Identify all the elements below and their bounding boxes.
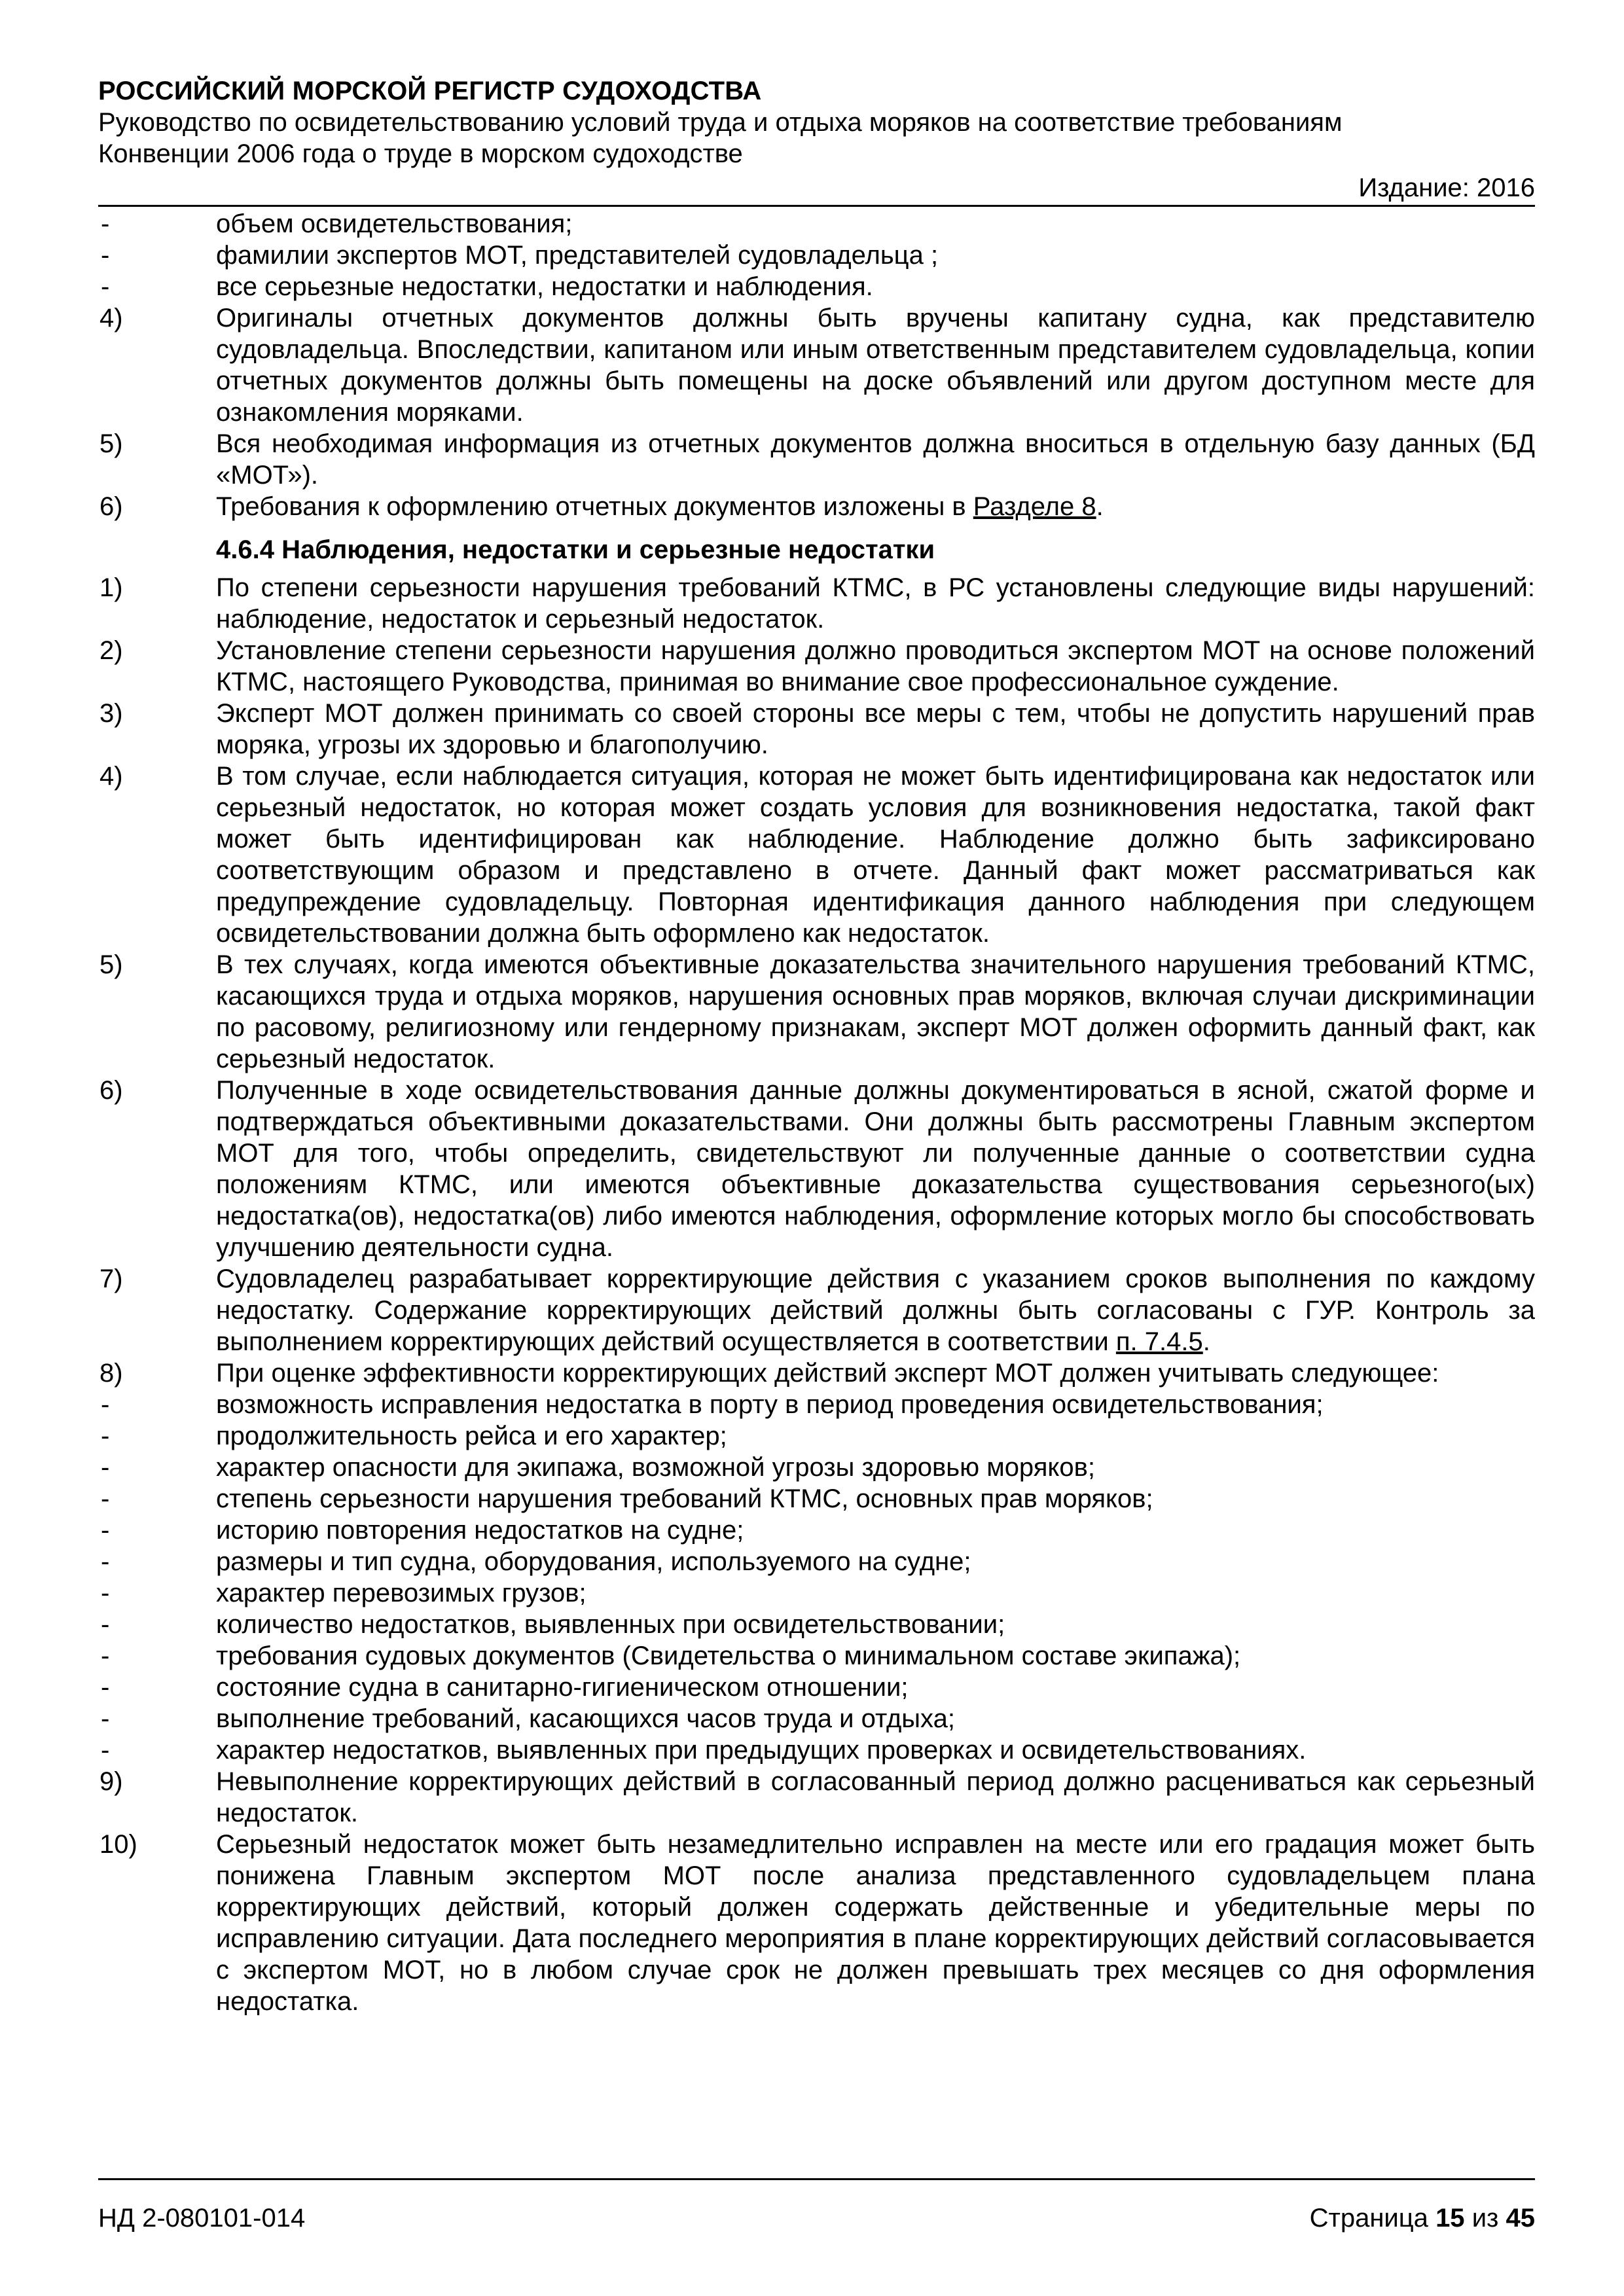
factor-item bbox=[98, 1640, 1535, 1672]
list-marker: - bbox=[101, 1390, 110, 1419]
list-marker: - bbox=[101, 1704, 110, 1733]
header-divider bbox=[98, 205, 1535, 207]
page-header bbox=[98, 75, 1535, 204]
list-item bbox=[98, 1829, 1535, 2017]
list-item-8 bbox=[98, 1357, 1535, 1389]
list-item bbox=[98, 1075, 1535, 1263]
footer-divider bbox=[98, 2178, 1535, 2180]
list-marker: - bbox=[101, 1673, 110, 1702]
factor-item bbox=[98, 1420, 1535, 1452]
list-marker: - bbox=[101, 1453, 110, 1482]
document-subtitle-line-1: Руководство по освидетельствованию условий труда и отдыха моряков на соответствие требованиям bbox=[98, 108, 1343, 137]
list-marker: 2) bbox=[99, 636, 123, 665]
list-marker: 6) bbox=[99, 1076, 123, 1105]
list-item-text: историю повторения недостатков на судне; bbox=[216, 1516, 744, 1545]
list-item-text: Вся необходимая информация из отчетных документов должна вноситься в отдельную базу данных (БД «МОТ»). bbox=[216, 429, 1535, 490]
list-item-text: характер недостатков, выявленных при предыдущих проверках и освидетельствованиях. bbox=[216, 1736, 1307, 1765]
list-item-text: Невыполнение корректирующих действий в согласованный период должно расцениваться как серьезный недостаток. bbox=[216, 1767, 1535, 1827]
list-marker: - bbox=[101, 272, 110, 301]
list-marker: 10) bbox=[99, 1830, 137, 1859]
list-marker: - bbox=[101, 1484, 110, 1513]
section-items-9-10 bbox=[98, 1766, 1535, 2017]
factor-item bbox=[98, 1483, 1535, 1515]
factor-item bbox=[98, 1452, 1535, 1483]
list-item-6 bbox=[98, 491, 1535, 522]
factor-item bbox=[98, 1703, 1535, 1734]
factor-item bbox=[98, 1546, 1535, 1577]
list-marker: - bbox=[101, 1579, 110, 1607]
list-item-text: степень серьезности нарушения требований КТМС, основных прав моряков; bbox=[216, 1484, 1153, 1513]
list-marker: - bbox=[101, 241, 110, 270]
list-item bbox=[98, 635, 1535, 698]
edition-label: Издание: 2016 bbox=[1358, 173, 1535, 202]
list-item-text: Оригиналы отчетных документов должны быть вручены капитану судна, как представителю судовладельца. Впоследствии, капитаном или иным ответственным представителем судовладельца, копии отчетных документов должны быть помещены на доске объявлений или другом доступном месте для ознакомления моряками. bbox=[216, 304, 1535, 427]
section-items-1-6 bbox=[98, 572, 1535, 1263]
list-item-text: характер опасности для экипажа, возможной угрозы здоровью моряков; bbox=[216, 1453, 1095, 1482]
continued-list bbox=[98, 208, 1535, 491]
text-after-link: . bbox=[1096, 492, 1104, 521]
list-item-text: размеры и тип судна, оборудования, используемого на судне; bbox=[216, 1547, 971, 1576]
list-marker: - bbox=[101, 1516, 110, 1545]
list-marker: 8) bbox=[99, 1359, 123, 1388]
list-marker: 5) bbox=[99, 429, 123, 458]
list-item-text: Серьезный недостаток может быть незамедлительно исправлен на месте или его градация может быть понижена Главным экспертом МОТ после анализа представленного судовладельцем плана корректирующих действий, который должен содержать действенные и убедительные меры по исправлению ситуации. Дата последнего мероприятия в плане корректирующих действий согласовывается с экспертом МОТ, но в любом случае срок не должен превышать трех месяцев со дня оформления недостатка. bbox=[216, 1830, 1535, 2016]
page-number: 15 bbox=[1435, 2204, 1465, 2233]
factor-item bbox=[98, 1672, 1535, 1703]
list-item-text: Полученные в ходе освидетельствования данные должны документироваться в ясной, сжатой форме и подтверждаться объективными доказательствами. Они должны быть рассмотрены Главным экспертом МОТ для того, чтобы определить, свидетельствуют ли полученные данные о соответствии судна положениям КТМС, или имеются объективные доказательства существования серьезного(ых) недостатка(ов), недостатка(ов) либо имеются наблюдения, оформление которых могло бы способствовать улучшению деятельности судна. bbox=[216, 1076, 1535, 1262]
list-marker: 1) bbox=[99, 573, 123, 602]
list-marker: - bbox=[101, 209, 110, 238]
list-item-text: требования судовых документов (Свидетельства о минимальном составе экипажа); bbox=[216, 1641, 1241, 1670]
list-item-text: В том случае, если наблюдается ситуация, которая не может быть идентифицирована как недостаток или серьезный недостаток, но которая может создать условия для возникновения недостатка, такой факт может быть идентифицирован как наблюдение. Наблюдение должно быть зафиксировано соответствующим образом и представлено в отчете. Данный факт может рассматриваться как предупреждение судовладельцу. Повторная идентификация данного наблюдения при следующем освидетельствовании должна быть оформлено как недостаток. bbox=[216, 762, 1535, 948]
list-item bbox=[98, 761, 1535, 949]
list-marker: 9) bbox=[99, 1767, 123, 1796]
list-item bbox=[98, 949, 1535, 1075]
list-item-text: Эксперт МОТ должен принимать со своей стороны все меры с тем, чтобы не допустить нарушений прав моряка, угрозы их здоровью и благополучию. bbox=[216, 699, 1535, 759]
list-marker: 6) bbox=[99, 492, 123, 521]
list-item bbox=[98, 572, 1535, 635]
factor-item bbox=[98, 1389, 1535, 1420]
list-item-text: фамилии экспертов МОТ, представителей судовладельца ; bbox=[216, 241, 939, 270]
list-item bbox=[98, 302, 1535, 428]
list-marker: - bbox=[101, 1641, 110, 1670]
list-marker: 7) bbox=[99, 1265, 123, 1293]
document-subtitle-line-2: Конвенции 2006 года о труде в морском судоходстве bbox=[98, 139, 743, 168]
list-item-7 bbox=[98, 1263, 1535, 1357]
list-marker: - bbox=[101, 1422, 110, 1450]
list-item-text: продолжительность рейса и его характер; bbox=[216, 1422, 727, 1450]
list-item-text: количество недостатков, выявленных при освидетельствовании; bbox=[216, 1610, 1005, 1639]
text-before-link: Требования к оформлению отчетных документов изложены в bbox=[216, 492, 973, 521]
factor-item bbox=[98, 1515, 1535, 1546]
list-item-text: возможность исправления недостатка в порту в период проведения освидетельствования; bbox=[216, 1390, 1324, 1419]
list-item bbox=[98, 698, 1535, 761]
list-item-text: По степени серьезности нарушения требований КТМС, в РС установлены следующие виды нарушений: наблюдение, недостаток и серьезный недостаток. bbox=[216, 573, 1535, 634]
list-item bbox=[98, 240, 1535, 271]
text-before-link: Судовладелец разрабатывает корректирующие действия с указанием сроков выполнения по каждому недостатку. Содержание корректирующих действий должны быть согласованы с ГУР. Контроль за выполнением корректирующих действий осуществляется в соответствии bbox=[216, 1265, 1535, 1356]
of-label: из bbox=[1471, 2204, 1499, 2233]
page-label: Страница bbox=[1309, 2204, 1428, 2233]
list-marker: 4) bbox=[99, 304, 123, 332]
page-counter bbox=[1310, 2202, 1535, 2234]
list-marker: 3) bbox=[99, 699, 123, 728]
factor-item bbox=[98, 1734, 1535, 1766]
list-item bbox=[98, 271, 1535, 302]
list-item bbox=[98, 208, 1535, 240]
clause-7-4-5-link[interactable]: п. 7.4.5 bbox=[1115, 1327, 1203, 1356]
list-item-text: выполнение требований, касающихся часов труда и отдыха; bbox=[216, 1704, 955, 1733]
section-heading: 4.6.4 Наблюдения, недостатки и серьезные недостатки bbox=[216, 535, 935, 564]
section-8-link[interactable]: Разделе 8 bbox=[973, 492, 1096, 521]
list-marker: - bbox=[101, 1736, 110, 1765]
list-item-text: все серьезные недостатки, недостатки и наблюдения. bbox=[216, 272, 873, 301]
factor-item bbox=[98, 1609, 1535, 1640]
list-item bbox=[98, 1766, 1535, 1829]
list-marker: 5) bbox=[99, 950, 123, 979]
list-marker: - bbox=[101, 1547, 110, 1576]
total-pages: 45 bbox=[1506, 2204, 1535, 2233]
list-item bbox=[98, 428, 1535, 491]
list-item-text: характер перевозимых грузов; bbox=[216, 1579, 586, 1607]
document-number: НД 2-080101-014 bbox=[98, 2204, 306, 2233]
list-item-text bbox=[216, 1263, 1535, 1357]
list-marker: 4) bbox=[99, 762, 123, 791]
page-body bbox=[98, 208, 1535, 2017]
organization-name: РОССИЙСКИЙ МОРСКОЙ РЕГИСТР СУДОХОДСТВА bbox=[98, 77, 762, 105]
factor-item bbox=[98, 1577, 1535, 1609]
list-item-text: Установление степени серьезности нарушения должно проводиться экспертом МОТ на основе положений КТМС, настоящего Руководства, принимая во внимание свое профессиональное суждение. bbox=[216, 636, 1535, 696]
evaluation-factors-list bbox=[98, 1389, 1535, 1766]
list-item-text: При оценке эффективности корректирующих действий эксперт МОТ должен учитывать следующее: bbox=[216, 1359, 1439, 1388]
text-after-link: . bbox=[1202, 1327, 1210, 1356]
list-item-text: объем освидетельствования; bbox=[216, 209, 573, 238]
list-item-text: состояние судна в санитарно-гигиеническом отношении; bbox=[216, 1673, 909, 1702]
list-item-text bbox=[216, 491, 1535, 522]
list-item-text: В тех случаях, когда имеются объективные доказательства значительного нарушения требований КТМС, касающихся труда и отдыха моряков, нарушения основных прав моряков, включая случаи дискриминации по расовому, религиозному или гендерному признакам, эксперт МОТ должен оформить данный факт, как серьезный недостаток. bbox=[216, 950, 1535, 1073]
list-marker: - bbox=[101, 1610, 110, 1639]
